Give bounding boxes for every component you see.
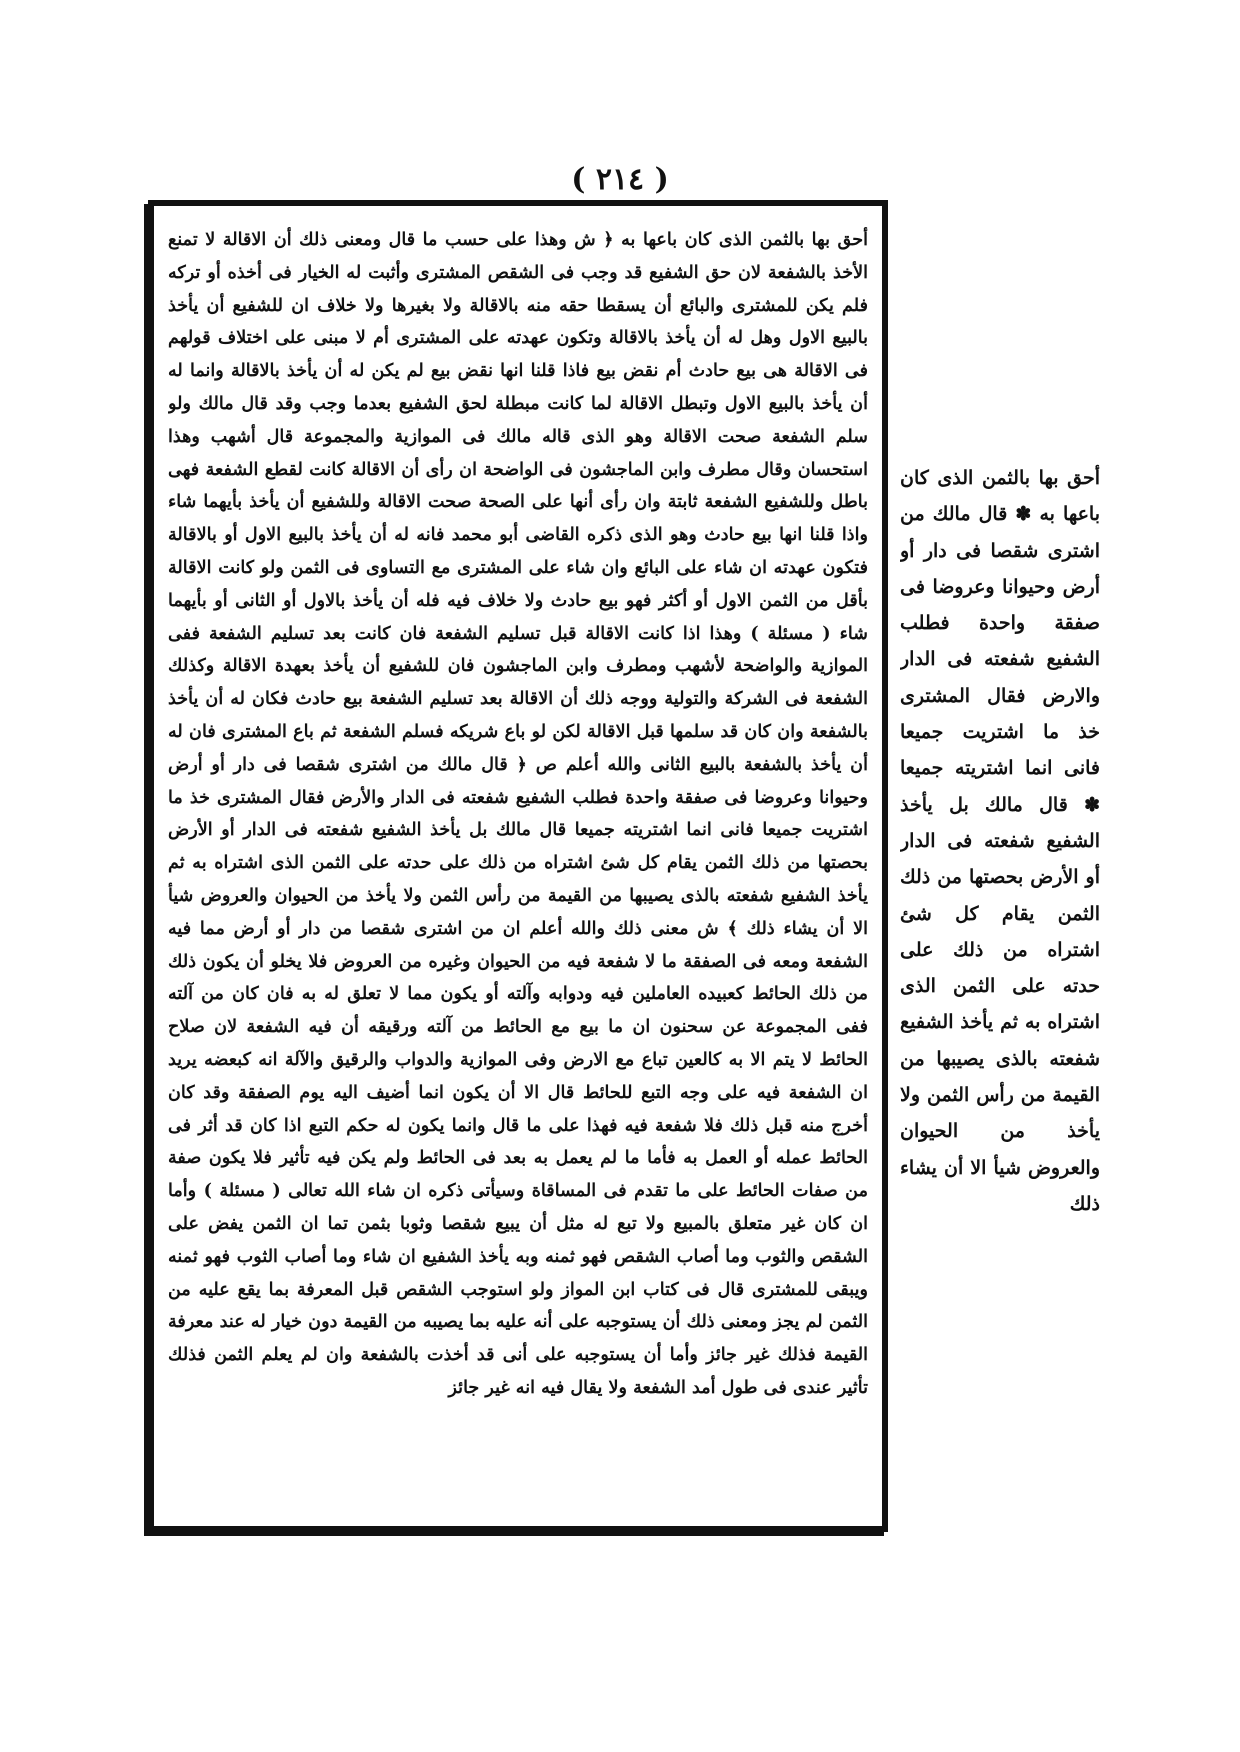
margin-note: [900, 460, 1100, 1270]
main-text-block: [168, 224, 868, 1508]
margin-note-text: أحق بها بالثمن الذى كان باعها به ✽ قال مالك من اشترى شقصا فى دار أو أرض وحيوانا وعروضا فى صفقة واحدة فطلب الشفيع شفعته فى الدار والارض فقال المشترى خذ ما اشتريت جميعا فانى انما اشتريته جميعا ✽ قال مالك بل يأخذ الشفيع شفعته فى الدار أو الأرض بحصتها من ذلك الثمن يقام كل شئ اشتراه من ذلك على حدته على الثمن الذى اشتراه به ثم يأخذ الشفيع شفعته بالذى يصيبها من القيمة من رأس الثمن ولا يأخذ من الحيوان والعروض شيأ الا أن يشاء ذلك: [900, 467, 1100, 1215]
main-text-paragraph: أحق بها بالثمن الذى كان باعها به ﴿ ش وهذا على حسب ما قال ومعنى ذلك أن الاقالة لا تمنع الأخذ بالشفعة لان حق الشفيع قد وجب فى الشقص المشترى وأثبت له الخيار فى أخذه أو تركه فلم يكن للمشترى والبائع أن يسقطا حقه منه بالاقالة ولا بغيرها ولا خلاف ان للشفيع أن يأخذ بالبيع الاول وهل له أن يأخذ بالاقالة وتكون عهدته على المشترى أم لا مبنى على اختلاف قولهم فى الاقالة هى بيع حادث أم نقض بيع فاذا قلنا انها نقض بيع لم يكن له أن يأخذ بالاقالة وانما له أن يأخذ بالبيع الاول وتبطل الاقالة لما كانت مبطلة لحق الشفيع بعدما وجب وقد قال مالك ولو سلم الشفعة صحت الاقالة وهو الذى قاله مالك فى الموازية والمجموعة قال أشهب وهذا استحسان وقال مطرف وابن الماجشون فى الواضحة ان رأى أن الاقالة كانت لقطع الشفعة فهى باطل وللشفيع الشفعة ثابتة وان رأى أنها على الصحة صحت الاقالة وللشفيع أن يأخذ بأيهما شاء واذا قلنا انها بيع حادث وهو الذى ذكره القاضى أبو محمد فانه له أن يأخذ بالبيع الاول أو بالاقالة فتكون عهدته ان شاء على البائع وان شاء على المشترى مع التساوى فى الثمن ولو كانت الاقالة بأقل من الثمن الاول أو أكثر فهو بيع حادث ولا خلاف فيه فله أن يأخذ بالاول أو الثانى أو بأيهما شاء ( مسئلة ) وهذا اذا كانت الاقالة قبل تسليم الشفعة فان كانت بعد تسليم الشفعة ففى الموازية والواضحة لأشهب ومطرف وابن الماجشون فان للشفيع أن يأخذ بعهدة الاقالة وكذلك الشفعة فى الشركة والتولية ووجه ذلك أن الاقالة بعد تسليم الشفعة بيع حادث فكان له أن يأخذ بالشفعة وان كان قد سلمها قبل الاقالة لكن لو باع شريكه فسلم الشفعة ثم باع المشترى فان له أن يأخذ بالشفعة بالبيع الثانى والله أعلم ص ﴿ قال مالك من اشترى شقصا فى دار أو أرض وحيوانا وعروضا فى صفقة واحدة فطلب الشفيع شفعته فى الدار والأرض فقال المشترى خذ ما اشتريت جميعا فانى انما اشتريته جميعا قال مالك بل يأخذ الشفيع شفعته فى الدار أو الأرض بحصتها من ذلك الثمن يقام كل شئ اشتراه من ذلك على حدته على الثمن الذى اشتراه به ثم يأخذ الشفيع شفعته بالذى يصيبها من القيمة من رأس الثمن ولا يأخذ من الحيوان والعروض شيأ الا أن يشاء ذلك ﴾ ش معنى ذلك والله أعلم ان من اشترى شقصا من دار أو أرض مما فيه الشفعة ومعه فى الصفقة ما لا شفعة فيه من الحيوان وغيره من العروض فلا يخلو أن يكون ذلك من ذلك الحائط كعبيده العاملين فيه ودوابه وآلته أو يكون مما لا تعلق له به فان كان من آلته ففى المجموعة عن سحنون ان ما بيع مع الحائط من آلته ورقيقه أن فيه الشفعة لان صلاح الحائط لا يتم الا به كالعين تباع مع الارض وفى الموازية والدواب والرقيق والآلة انه كبعضه يريد ان الشفعة فيه على وجه التبع للحائط قال الا أن يكون انما أضيف اليه يوم الصفقة وقد كان أخرج منه قبل ذلك فلا شفعة فيه فهذا على ما قال وانما يكون له حكم التبع اذا كان قد أثر فى الحائط عمله أو العمل به فأما ما لم يعمل به بعد فى الحائط ولم يكن فيه تأثير فلا يكون صفة من صفات الحائط على ما تقدم فى المساقاة وسيأتى ذكره ان شاء الله تعالى ( مسئلة ) وأما ان كان غير متعلق بالمبيع ولا تبع له مثل أن يبيع شقصا وثوبا بثمن تما ان الثمن يفض على الشقص والثوب وما أصاب الشقص فهو ثمنه وبه يأخذ الشفيع ان شاء وما أصاب الثوب فهو ثمنه ويبقى للمشترى قال فى كتاب ابن المواز ولو استوجب الشقص قبل المعرفة بما يقع عليه من الثمن لم يجز ومعنى ذلك أن يستوجبه على أنه عليه بما يصيبه من القيمة دون خيار له عند معرفة القيمة فذلك غير جائز وأما أن يستوجبه على أنى قد أخذت بالشفعة وان لم يعلم الثمن فذلك تأثير عندى فى طول أمد الشفعة ولا يقال فيه انه غير جائز: [168, 229, 868, 1398]
page-number: ( ٢١٤ ): [571, 162, 669, 197]
main-text-frame: [148, 200, 888, 1532]
